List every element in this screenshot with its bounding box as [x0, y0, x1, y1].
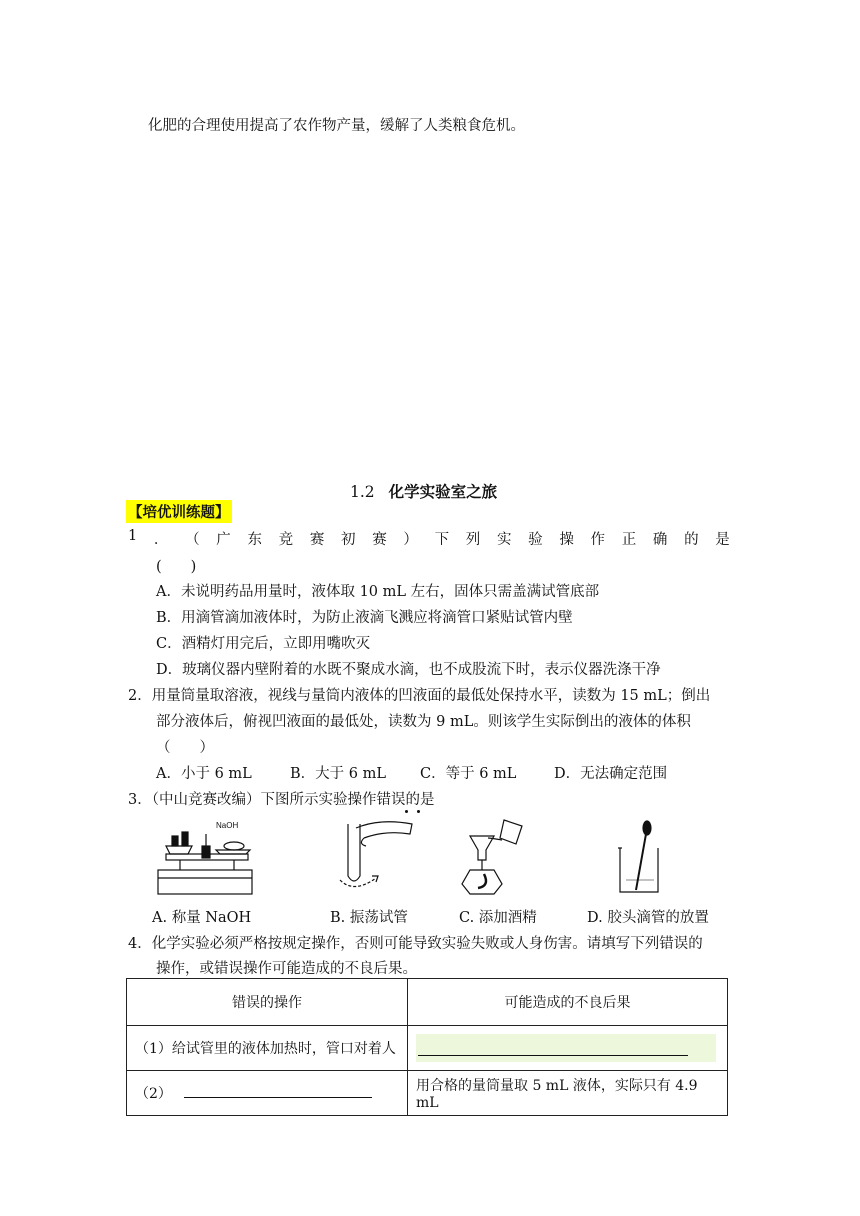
question-1-stem-char: 是 — [715, 532, 730, 548]
naoh-label: NaOH — [216, 821, 239, 830]
question-1-option-d: D．玻璃仪器内壁附着的水既不聚成水滴，也不成股流下时，表示仪器洗涤干净 — [156, 662, 661, 678]
figure-caption-a: A. 称量 NaOH — [152, 910, 252, 926]
question-1-option-a: A．未说明药品用量时，液体取 10 mL 左右，固体只需盖满试管底部 — [156, 584, 600, 600]
section-number: 1.2 — [350, 483, 375, 501]
training-badge: 【培优训练题】 — [126, 500, 232, 523]
question-2-option-b: B．大于 6 mL — [290, 766, 386, 782]
emphasis-dot — [417, 810, 420, 813]
question-1-stem-char: 赛 — [372, 532, 387, 548]
question-1-stem-char: 广 — [216, 532, 231, 548]
question-1-stem-char: 下 — [434, 532, 450, 548]
question-1-stem-char: 正 — [621, 532, 637, 548]
question-1-stem-char: 赛 — [309, 532, 325, 548]
question-2-option-a: A．小于 6 mL — [156, 766, 252, 782]
dropper-beaker-figure — [618, 821, 658, 892]
error-operations-table — [126, 978, 728, 1116]
question-1-stem-char: 列 — [465, 532, 481, 548]
table-header-row — [127, 979, 728, 1026]
question-1-stem-char: 的 — [684, 532, 699, 548]
table-row — [127, 1026, 728, 1071]
figure-caption-b: B. 振荡试管 — [330, 910, 408, 926]
question-1-stem-char: 实 — [496, 532, 512, 548]
question-3-figures — [150, 814, 730, 900]
row-label: （2） — [135, 1086, 172, 1102]
section-title-text: 化学实验室之旅 — [388, 482, 498, 501]
table-header-operation: 错误的操作 — [127, 979, 408, 1026]
figure-caption-d: D. 胶头滴管的放置 — [587, 910, 709, 926]
question-1-stem-char: 作 — [590, 532, 606, 548]
table-row — [127, 1071, 728, 1116]
table-header-result: 可能造成的不良后果 — [408, 979, 728, 1026]
question-2-option-d: D．无法确定范围 — [554, 766, 668, 782]
lead-text: 化肥的合理使用提高了农作物产量，缓解了人类粮食危机。 — [148, 118, 525, 134]
table-cell-result: 用合格的量筒量取 5 mL 液体，实际只有 4.9 mL — [408, 1071, 728, 1116]
question-1-answer-blank: ( ) — [156, 559, 197, 575]
table-cell-result — [408, 1026, 728, 1071]
question-1-stem-char: ． — [153, 532, 169, 548]
question-1-stem-char: 初 — [341, 532, 356, 548]
question-1-stem-char: 确 — [652, 532, 668, 548]
answer-blank-line[interactable] — [184, 1083, 372, 1098]
alcohol-lamp-figure — [462, 820, 522, 894]
question-2-option-c: C．等于 6 mL — [420, 766, 517, 782]
question-2-line-1: 2．用量筒量取溶液，视线与量筒内液体的凹液面的最低处保持水平，读数为 15 mL；倒出 — [128, 688, 711, 704]
question-1-stem-char: 1 — [128, 528, 138, 544]
question-1-option-c: C．酒精灯用完后，立即用嘴吹灭 — [156, 636, 371, 652]
question-1-stem-char: 验 — [528, 532, 543, 548]
question-1-stem-char: 东 — [247, 532, 262, 548]
balance-figure — [158, 821, 252, 894]
question-3-stem: 3．（中山竞赛改编）下图所示实验操作错误的是 — [128, 792, 435, 808]
table-cell-operation: （1）给试管里的液体加热时，管口对着人 — [127, 1026, 408, 1071]
question-1-stem-char: ） — [403, 532, 418, 548]
question-1-stem-char: （ — [185, 532, 200, 548]
question-1-stem-char: 操 — [559, 532, 574, 548]
emphasis-dot — [405, 810, 408, 813]
question-2-answer-blank: （ ） — [156, 740, 214, 756]
question-1-stem — [128, 528, 730, 549]
question-1-stem-char: 竞 — [278, 532, 294, 548]
question-1-option-b: B．用滴管滴加液体时，为防止液滴飞溅应将滴管口紧贴试管内壁 — [156, 610, 573, 626]
question-2-line-2: 部分液体后，俯视凹液面的最低处，读数为 9 mL。则该学生实际倒出的液体的体积 — [156, 714, 691, 730]
test-tube-figure — [340, 822, 412, 887]
answer-blank-field[interactable] — [416, 1034, 716, 1062]
question-4-line-1: 4．化学实验必须严格按规定操作，否则可能导致实验失败或人身伤害。请填写下列错误的 — [128, 936, 703, 952]
table-cell-operation — [127, 1071, 408, 1116]
figure-caption-c: C. 添加酒精 — [459, 910, 537, 926]
question-4-line-2: 操作，或错误操作可能造成的不良后果。 — [156, 961, 417, 977]
question-2-options — [156, 762, 667, 783]
section-title — [350, 480, 497, 502]
